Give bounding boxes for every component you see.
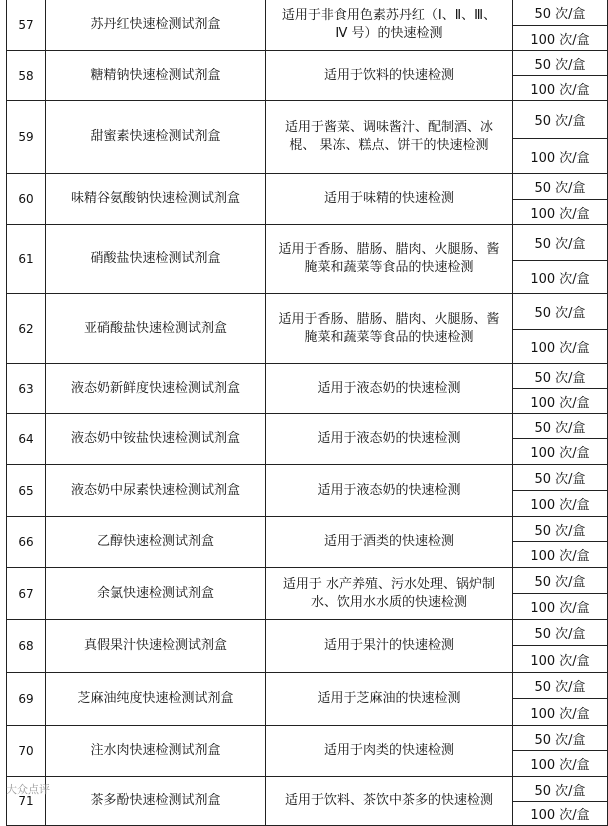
capacity-small: 50 次/盒 — [513, 101, 608, 139]
product-usage: 适用于液态奶的快速检测 — [266, 414, 513, 465]
product-usage: 适用于非食用色素苏丹红（Ⅰ、Ⅱ、Ⅲ、 Ⅳ 号）的快速检测 — [266, 0, 513, 51]
row-number: 60 — [7, 174, 46, 225]
capacity-large: 100 次/盒 — [513, 439, 608, 465]
product-name: 苏丹红快速检测试剂盒 — [46, 0, 266, 51]
capacity-small: 50 次/盒 — [513, 294, 608, 330]
table-row — [7, 673, 608, 699]
product-usage: 适用于味精的快速检测 — [266, 174, 513, 225]
capacity-large: 100 次/盒 — [513, 542, 608, 568]
product-usage: 适用于果汁的快速检测 — [266, 620, 513, 673]
capacity-small: 50 次/盒 — [513, 777, 608, 802]
table-row — [7, 225, 608, 261]
capacity-small: 50 次/盒 — [513, 620, 608, 646]
watermark: 大众点评 — [6, 783, 50, 796]
table-row — [7, 620, 608, 646]
capacity-large: 100 次/盒 — [513, 200, 608, 225]
capacity-small: 50 次/盒 — [513, 568, 608, 594]
product-usage: 适用于液态奶的快速检测 — [266, 364, 513, 414]
row-number: 61 — [7, 225, 46, 294]
capacity-small: 50 次/盒 — [513, 225, 608, 261]
product-name: 液态奶新鲜度快速检测试剂盒 — [46, 364, 266, 414]
table-row — [7, 174, 608, 200]
product-usage: 适用于香肠、腊肠、腊肉、火腿肠、酱 腌菜和蔬菜等食品的快速检测 — [266, 225, 513, 294]
row-number: 63 — [7, 364, 46, 414]
capacity-small: 50 次/盒 — [513, 51, 608, 76]
capacity-small: 50 次/盒 — [513, 364, 608, 389]
capacity-large: 100 次/盒 — [513, 751, 608, 777]
table-row — [7, 51, 608, 76]
table-row — [7, 101, 608, 139]
capacity-large: 100 次/盒 — [513, 389, 608, 414]
product-name: 真假果汁快速检测试剂盒 — [46, 620, 266, 673]
capacity-small: 50 次/盒 — [513, 414, 608, 439]
product-name: 甜蜜素快速检测试剂盒 — [46, 101, 266, 174]
capacity-small: 50 次/盒 — [513, 0, 608, 26]
table-row — [7, 465, 608, 491]
capacity-large: 100 次/盒 — [513, 330, 608, 364]
row-number: 57 — [7, 0, 46, 51]
capacity-large: 100 次/盒 — [513, 699, 608, 726]
product-name: 乙醇快速检测试剂盒 — [46, 517, 266, 568]
product-name: 余氯快速检测试剂盒 — [46, 568, 266, 620]
capacity-large: 100 次/盒 — [513, 646, 608, 673]
product-usage: 适用于饮料的快速检测 — [266, 51, 513, 101]
product-usage: 适用于酱菜、调味酱汁、配制酒、冰棍、 果冻、糕点、饼干的快速检测 — [266, 101, 513, 174]
capacity-large: 100 次/盒 — [513, 139, 608, 174]
product-name: 味精谷氨酸钠快速检测试剂盒 — [46, 174, 266, 225]
row-number: 65 — [7, 465, 46, 517]
row-number: 64 — [7, 414, 46, 465]
capacity-small: 50 次/盒 — [513, 517, 608, 542]
row-number: 66 — [7, 517, 46, 568]
capacity-large: 100 次/盒 — [513, 261, 608, 294]
capacity-large: 100 次/盒 — [513, 802, 608, 826]
product-name: 亚硝酸盐快速检测试剂盒 — [46, 294, 266, 364]
product-usage: 适用于芝麻油的快速检测 — [266, 673, 513, 726]
row-number: 70 — [7, 726, 46, 777]
table-row — [7, 364, 608, 389]
row-number: 71 — [7, 777, 46, 826]
row-number: 58 — [7, 51, 46, 101]
product-usage: 适用于酒类的快速检测 — [266, 517, 513, 568]
product-name: 硝酸盐快速检测试剂盒 — [46, 225, 266, 294]
row-number: 68 — [7, 620, 46, 673]
product-usage: 适用于肉类的快速检测 — [266, 726, 513, 777]
capacity-large: 100 次/盒 — [513, 491, 608, 517]
capacity-large: 100 次/盒 — [513, 76, 608, 101]
product-name: 液态奶中铵盐快速检测试剂盒 — [46, 414, 266, 465]
product-usage: 适用于饮料、茶饮中茶多的快速检测 — [266, 777, 513, 826]
product-usage: 适用于 水产养殖、污水处理、锅炉制 水、饮用水水质的快速检测 — [266, 568, 513, 620]
table-row — [7, 726, 608, 751]
product-usage: 适用于液态奶的快速检测 — [266, 465, 513, 517]
table-row — [7, 568, 608, 594]
table-row — [7, 0, 608, 26]
table-row — [7, 777, 608, 802]
product-name: 注水肉快速检测试剂盒 — [46, 726, 266, 777]
row-number: 62 — [7, 294, 46, 364]
capacity-large: 100 次/盒 — [513, 594, 608, 620]
table-row — [7, 517, 608, 542]
product-name: 液态奶中尿素快速检测试剂盒 — [46, 465, 266, 517]
row-number: 69 — [7, 673, 46, 726]
capacity-small: 50 次/盒 — [513, 673, 608, 699]
table-row — [7, 414, 608, 439]
product-name: 芝麻油纯度快速检测试剂盒 — [46, 673, 266, 726]
product-name: 茶多酚快速检测试剂盒 — [46, 777, 266, 826]
row-number: 67 — [7, 568, 46, 620]
table-row — [7, 294, 608, 330]
capacity-small: 50 次/盒 — [513, 465, 608, 491]
capacity-large: 100 次/盒 — [513, 26, 608, 51]
product-table — [6, 0, 608, 826]
capacity-small: 50 次/盒 — [513, 174, 608, 200]
product-usage: 适用于香肠、腊肠、腊肉、火腿肠、酱 腌菜和蔬菜等食品的快速检测 — [266, 294, 513, 364]
capacity-small: 50 次/盒 — [513, 726, 608, 751]
product-name: 糖精钠快速检测试剂盒 — [46, 51, 266, 101]
row-number: 59 — [7, 101, 46, 174]
